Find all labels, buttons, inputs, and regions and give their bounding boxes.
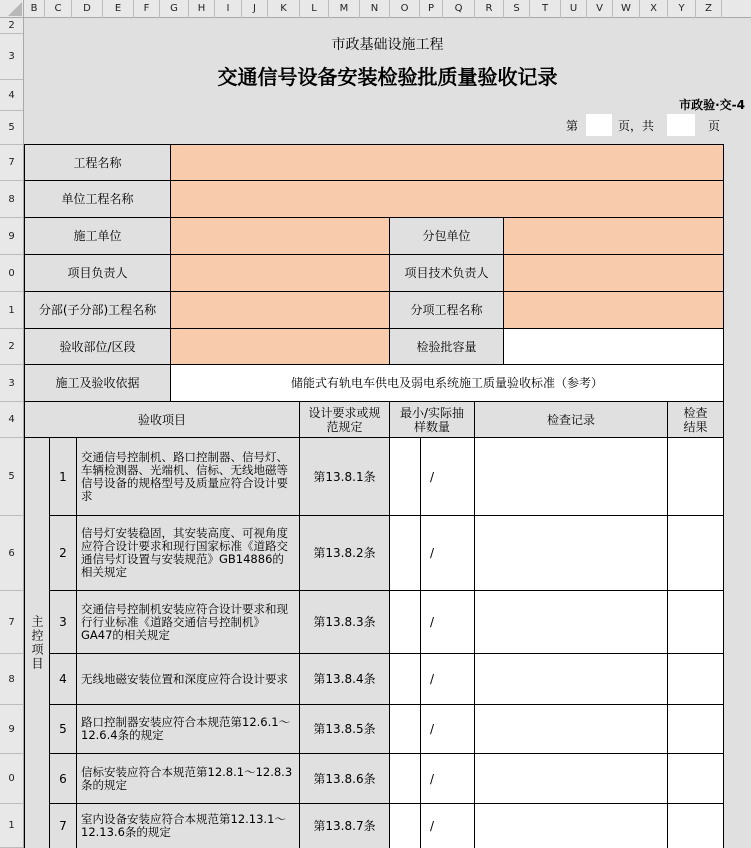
sample-slash: / <box>421 654 443 705</box>
min-sample-field[interactable] <box>390 438 421 516</box>
column-header[interactable]: H <box>189 0 215 18</box>
column-header[interactable]: U <box>561 0 587 18</box>
item-header: 验收项目 <box>25 402 300 438</box>
min-sample-field[interactable] <box>390 591 421 654</box>
item-description: 室内设备安装应符合本规范第12.13.1～12.13.6条的规定 <box>77 804 300 848</box>
actual-sample-field[interactable] <box>443 804 475 848</box>
item-clause: 第13.8.7条 <box>300 804 390 848</box>
acceptance-part-field[interactable] <box>171 329 390 365</box>
check-result-field[interactable] <box>668 654 724 705</box>
basis-value[interactable]: 储能式有轨电车供电及弱电系统施工质量验收标准（参考） <box>171 365 724 402</box>
row-header[interactable]: 9 <box>0 705 23 754</box>
subitem-name-label: 分项工程名称 <box>390 292 504 329</box>
project-name-field[interactable] <box>171 145 724 181</box>
column-header[interactable]: L <box>300 0 329 18</box>
main-control-group <box>25 438 50 848</box>
project-manager-label: 项目负责人 <box>25 255 171 292</box>
actual-sample-field[interactable] <box>443 705 475 754</box>
page-prefix: 第 <box>566 119 579 133</box>
item-number: 1 <box>50 438 77 516</box>
column-header[interactable]: D <box>72 0 103 18</box>
result-header: 检查结果 <box>668 402 724 438</box>
column-header[interactable]: G <box>160 0 189 18</box>
sample-slash: / <box>421 591 443 654</box>
column-header[interactable]: M <box>329 0 360 18</box>
construction-unit-label: 施工单位 <box>25 218 171 255</box>
column-header[interactable]: P <box>420 0 443 18</box>
row-header[interactable]: 3 <box>0 365 23 402</box>
column-header[interactable]: Y <box>668 0 696 18</box>
page-number-input[interactable] <box>586 114 612 136</box>
item-clause: 第13.8.3条 <box>300 591 390 654</box>
check-record-field[interactable] <box>475 705 668 754</box>
sample-slash: / <box>421 754 443 804</box>
min-sample-field[interactable] <box>390 705 421 754</box>
subitem-name-field[interactable] <box>504 292 724 329</box>
check-record-field[interactable] <box>475 438 668 516</box>
check-record-field[interactable] <box>475 804 668 848</box>
actual-sample-field[interactable] <box>443 516 475 591</box>
row-header[interactable]: 6 <box>0 516 23 591</box>
column-header[interactable]: S <box>504 0 530 18</box>
row-header[interactable]: 0 <box>0 255 23 292</box>
column-header[interactable]: X <box>640 0 668 18</box>
check-result-field[interactable] <box>668 754 724 804</box>
column-header[interactable]: B <box>24 0 45 18</box>
actual-sample-field[interactable] <box>443 754 475 804</box>
column-header[interactable]: K <box>268 0 300 18</box>
row-header[interactable]: 4 <box>0 402 23 438</box>
page-total-input[interactable] <box>667 114 695 136</box>
subcontract-unit-label: 分包单位 <box>390 218 504 255</box>
row-header[interactable]: 7 <box>0 145 23 181</box>
item-description: 信号灯安装稳固，其安装高度、可视角度应符合设计要求和现行国家标准《道路交通信号灯设置与安装规范》GB14886的相关规定 <box>77 516 300 591</box>
construction-unit-field[interactable] <box>171 218 390 255</box>
min-sample-field[interactable] <box>390 516 421 591</box>
column-header[interactable]: Q <box>443 0 475 18</box>
record-header: 检查记录 <box>475 402 668 438</box>
row-header[interactable]: 7 <box>0 591 23 654</box>
item-clause: 第13.8.4条 <box>300 654 390 705</box>
item-description: 交通信号控制机、路口控制器、信号灯、车辆检测器、光端机、信标、无线地磁等信号设备的规格型号及质量应符合设计要求 <box>77 438 300 516</box>
row-header[interactable]: 1 <box>0 804 23 848</box>
row-header[interactable]: 0 <box>0 754 23 804</box>
sample-slash: / <box>421 516 443 591</box>
division-name-field[interactable] <box>171 292 390 329</box>
row-header[interactable]: 1 <box>0 292 23 329</box>
item-number: 6 <box>50 754 77 804</box>
project-manager-field[interactable] <box>171 255 390 292</box>
column-header[interactable]: R <box>475 0 504 18</box>
item-clause: 第13.8.2条 <box>300 516 390 591</box>
row-header-bar <box>0 18 24 848</box>
sheet-area <box>24 18 751 848</box>
division-name-label: 分部(子分部)工程名称 <box>25 292 171 329</box>
column-header[interactable]: F <box>134 0 160 18</box>
tech-manager-field[interactable] <box>504 255 724 292</box>
tech-manager-label: 项目技术负责人 <box>390 255 504 292</box>
select-all-corner[interactable] <box>0 0 24 18</box>
form-code: 市政验·交-4 <box>679 98 745 112</box>
row-header[interactable]: 5 <box>0 438 23 516</box>
column-header[interactable]: W <box>613 0 640 18</box>
subcontract-unit-field[interactable] <box>504 218 724 255</box>
batch-capacity-label: 检验批容量 <box>390 329 504 365</box>
select-all-icon <box>0 0 23 17</box>
acceptance-part-label: 验收部位/区段 <box>25 329 171 365</box>
unit-project-name-label: 单位工程名称 <box>25 181 171 218</box>
sample-slash: / <box>421 804 443 848</box>
row-header[interactable]: 2 <box>0 18 23 34</box>
item-description: 路口控制器安装应符合本规范第12.6.1～12.6.4条的规定 <box>77 705 300 754</box>
check-record-field[interactable] <box>475 754 668 804</box>
row-header[interactable]: 4 <box>0 80 23 111</box>
sample-slash: / <box>421 438 443 516</box>
item-description: 交通信号控制机安装应符合设计要求和现行行业标准《道路交通信号控制机》GA47的相关规定 <box>77 591 300 654</box>
item-clause: 第13.8.5条 <box>300 705 390 754</box>
document-subtitle: 市政基础设施工程 <box>331 37 444 53</box>
row-header[interactable]: 8 <box>0 654 23 705</box>
row-header[interactable]: 5 <box>0 111 23 145</box>
basis-label: 施工及验收依据 <box>25 365 171 402</box>
actual-sample-field[interactable] <box>443 438 475 516</box>
check-result-field[interactable] <box>668 516 724 591</box>
item-clause: 第13.8.1条 <box>300 438 390 516</box>
check-result-field[interactable] <box>668 804 724 848</box>
design-header: 设计要求或规范规定 <box>300 402 390 438</box>
column-header[interactable]: V <box>587 0 613 18</box>
row-header[interactable]: 9 <box>0 218 23 255</box>
min-sample-field[interactable] <box>390 754 421 804</box>
batch-capacity-field[interactable] <box>504 329 724 365</box>
row-header[interactable]: 8 <box>0 181 23 218</box>
row-header[interactable]: 2 <box>0 329 23 365</box>
sample-slash: / <box>421 705 443 754</box>
column-header-bar <box>24 0 751 18</box>
document-title: 交通信号设备安装检验批质量验收记录 <box>217 64 558 89</box>
item-number: 3 <box>50 591 77 654</box>
column-header[interactable]: C <box>45 0 72 18</box>
check-record-field[interactable] <box>475 591 668 654</box>
actual-sample-field[interactable] <box>443 654 475 705</box>
check-result-field[interactable] <box>668 591 724 654</box>
column-header[interactable]: E <box>103 0 134 18</box>
check-result-field[interactable] <box>668 438 724 516</box>
column-header[interactable]: O <box>390 0 420 18</box>
check-record-field[interactable] <box>475 654 668 705</box>
item-number: 4 <box>50 654 77 705</box>
column-header[interactable]: I <box>215 0 242 18</box>
actual-sample-field[interactable] <box>443 591 475 654</box>
page-suffix: 页 <box>708 119 721 133</box>
min-sample-field[interactable] <box>390 804 421 848</box>
main-control-group-label: 主控项目 <box>30 615 44 671</box>
item-clause: 第13.8.6条 <box>300 754 390 804</box>
column-header[interactable]: T <box>530 0 561 18</box>
check-record-field[interactable] <box>475 516 668 591</box>
check-result-field[interactable] <box>668 705 724 754</box>
min-sample-field[interactable] <box>390 654 421 705</box>
project-name-label: 工程名称 <box>25 145 171 181</box>
column-header[interactable]: Z <box>696 0 722 18</box>
column-header[interactable]: J <box>242 0 268 18</box>
item-number: 7 <box>50 804 77 848</box>
item-description: 无线地磁安装位置和深度应符合设计要求 <box>77 654 300 705</box>
item-number: 2 <box>50 516 77 591</box>
item-description: 信标安装应符合本规范第12.8.1～12.8.3条的规定 <box>77 754 300 804</box>
unit-project-name-field[interactable] <box>171 181 724 218</box>
item-number: 5 <box>50 705 77 754</box>
column-header[interactable]: N <box>360 0 390 18</box>
row-header[interactable]: 3 <box>0 34 23 80</box>
sample-header: 最小/实际抽样数量 <box>390 402 475 438</box>
page-middle: 页，共 <box>618 119 655 133</box>
